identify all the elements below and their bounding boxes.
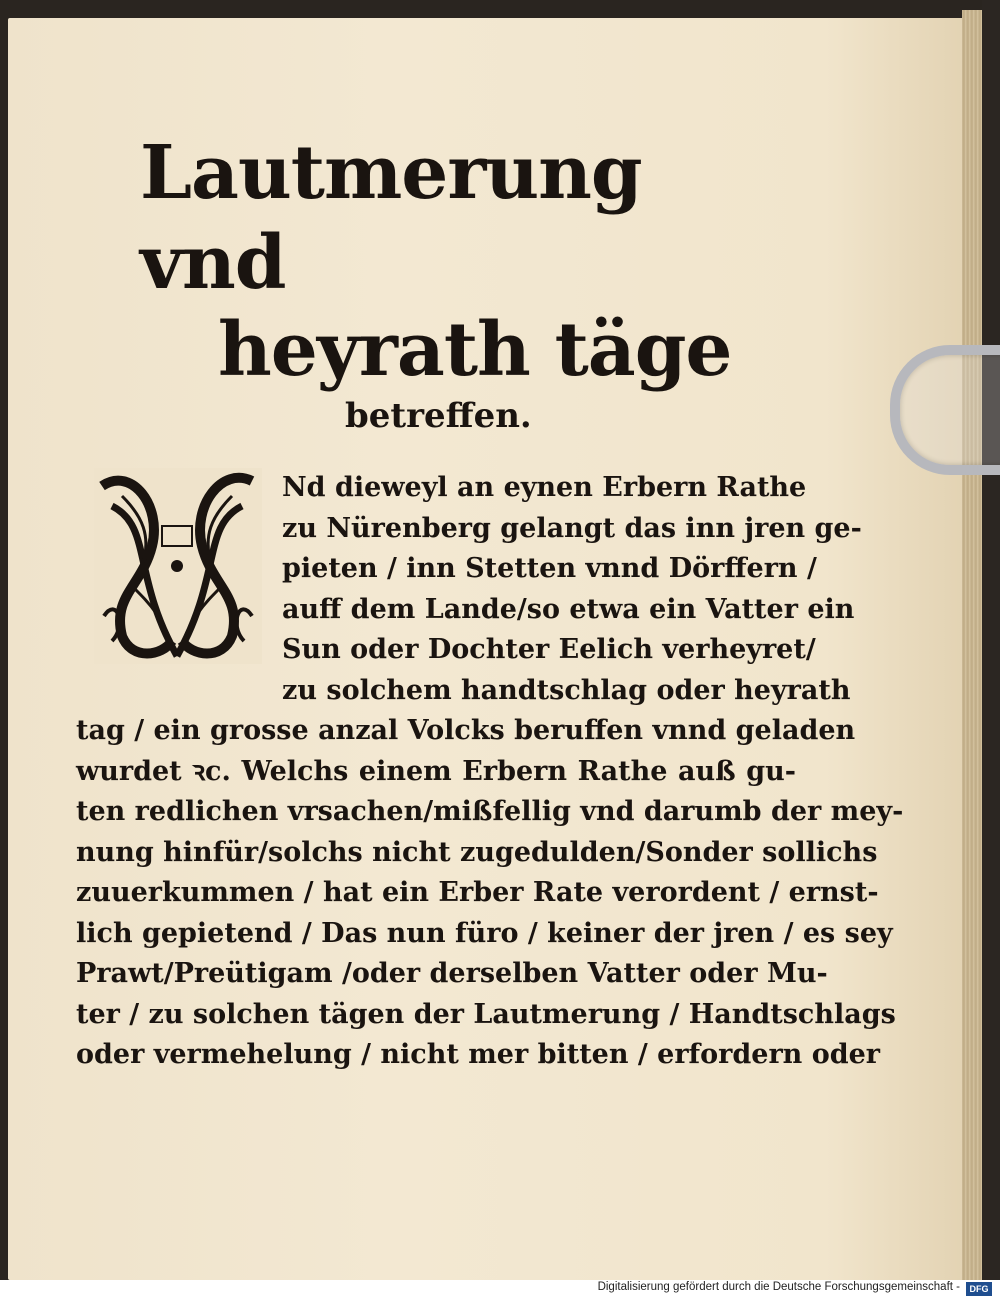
text-line: wurdet ꝛc. Welchs einem Erbern Rathe auß gu-	[76, 755, 796, 787]
text-line: oder vermehelung / nicht mer bitten / erfordern oder	[76, 1039, 881, 1070]
page-edges	[962, 10, 982, 1280]
page-title	[140, 128, 780, 440]
body-text	[76, 468, 904, 1076]
text-line: nung hinfür/solchs nicht zugedulden/Sonder sollichs	[76, 836, 878, 868]
text-line: Nd dieweyl an eynen Erbern Rathe	[282, 472, 807, 503]
text-line: tag / ein grosse anzal Volcks beruffen vnnd geladen	[76, 715, 856, 746]
paper-clip	[890, 345, 1000, 475]
text-line: pieten / inn Stetten vnnd Dörffern /	[282, 553, 817, 584]
title-line-2: heyrath täge	[218, 307, 732, 393]
funding-credit: Digitalisierung gefördert durch die Deutsche Forschungsgemeinschaft -	[597, 1281, 960, 1293]
footer-bar	[0, 1280, 1000, 1299]
text-line: zuuerkummen / hat ein Erber Rate verordent / ernst-	[76, 877, 879, 908]
title-line-1: Lautmerung vnd	[140, 130, 642, 306]
text-line: zu Nürenberg gelangt das inn jren ge-	[282, 512, 862, 544]
text-line: ten redlichen vrsachen/mißfellig vnd darumb der mey-	[76, 796, 904, 827]
text-line: ter / zu solchen tägen der Lautmerung / Handtschlags	[76, 998, 896, 1030]
text-line: lich gepietend / Das nun füro / keiner der jren / es sey	[76, 917, 893, 949]
binding-shadow	[982, 0, 1000, 1280]
dfg-logo-icon[interactable]: DFG	[966, 1282, 992, 1296]
text-line: Sun oder Dochter Eelich verheyret/	[282, 634, 816, 665]
text-line: Prawt/Preütigam /oder derselben Vatter oder Mu-	[76, 958, 828, 989]
text-line: zu solchem handtschlag oder heyrath	[282, 674, 851, 706]
text-line: auff dem Lande/so etwa ein Vatter ein	[282, 593, 855, 625]
title-line-3: betreffen.	[345, 396, 532, 436]
